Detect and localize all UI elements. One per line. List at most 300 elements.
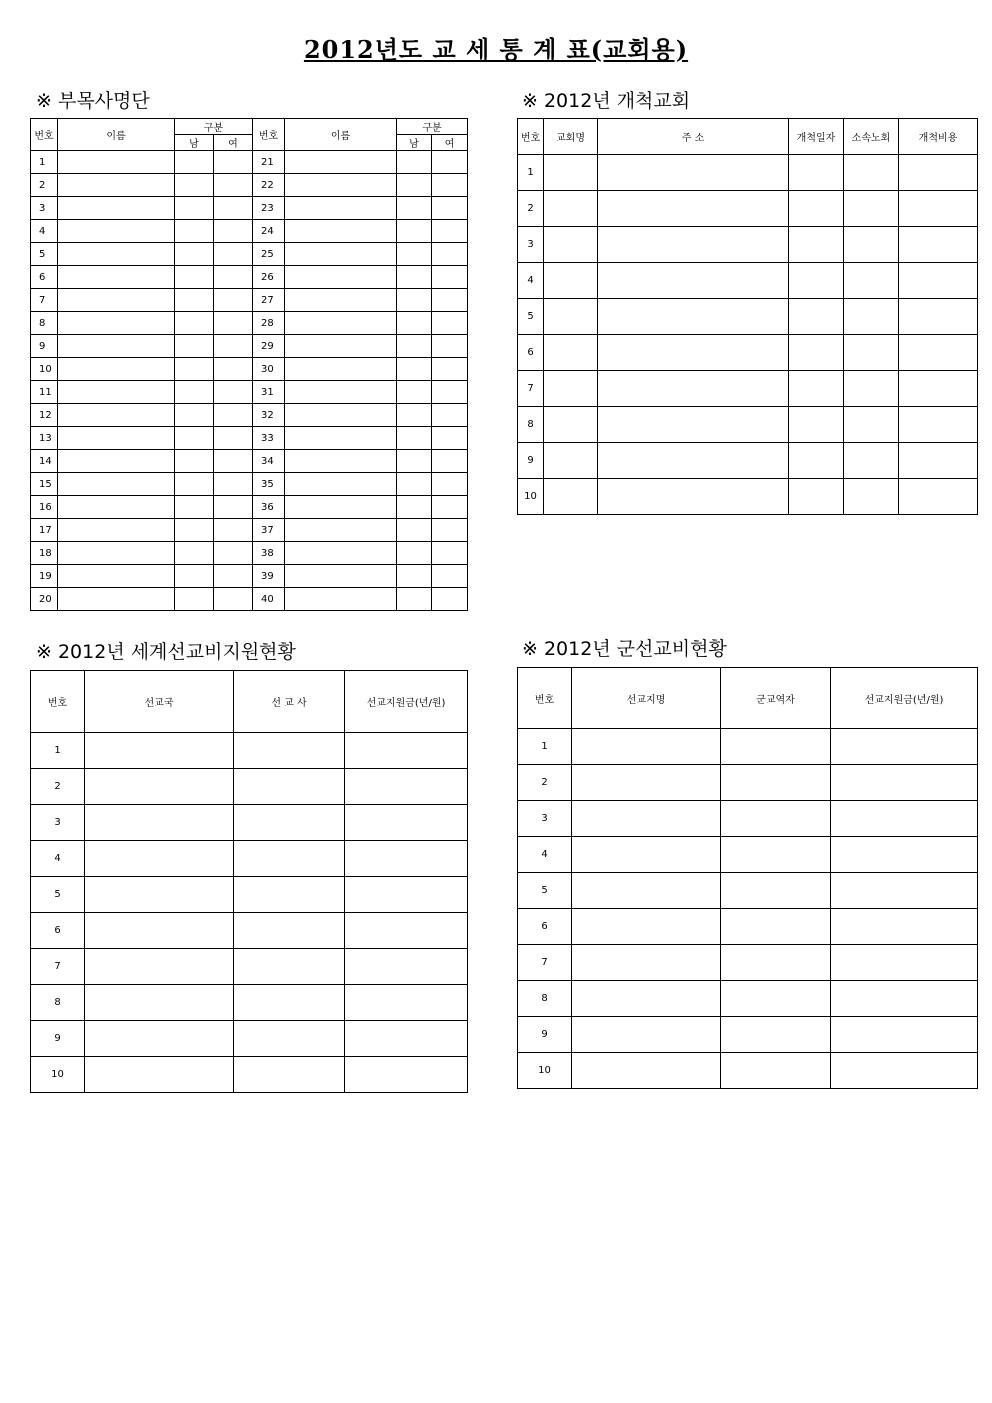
male-cell xyxy=(397,542,432,565)
table-row xyxy=(518,263,978,299)
male-cell xyxy=(175,496,214,519)
header-num: 번호 xyxy=(253,119,285,151)
table-row xyxy=(31,266,468,289)
name-cell xyxy=(58,358,175,381)
mission-site-cell xyxy=(572,801,721,837)
row-number: 5 xyxy=(518,299,544,335)
presbytery-cell xyxy=(844,479,899,515)
chaplain-cell xyxy=(721,1017,831,1053)
row-number: 2 xyxy=(31,769,85,805)
support-amount-cell xyxy=(345,733,468,769)
support-amount-cell xyxy=(345,769,468,805)
chaplain-cell xyxy=(721,765,831,801)
female-cell xyxy=(214,542,253,565)
address-cell xyxy=(598,479,789,515)
row-number: 8 xyxy=(518,981,572,1017)
male-cell xyxy=(175,335,214,358)
row-number: 38 xyxy=(253,542,285,565)
support-amount-cell xyxy=(345,913,468,949)
presbytery-cell xyxy=(844,407,899,443)
support-amount-cell xyxy=(831,909,978,945)
row-number: 30 xyxy=(253,358,285,381)
row-number: 1 xyxy=(31,733,85,769)
female-cell xyxy=(214,427,253,450)
table-row xyxy=(518,909,978,945)
female-cell xyxy=(432,197,468,220)
plant-date-cell xyxy=(789,191,844,227)
female-cell xyxy=(432,588,468,611)
female-cell xyxy=(432,450,468,473)
row-number: 28 xyxy=(253,312,285,335)
row-number: 4 xyxy=(31,841,85,877)
header-support-amount: 선교지원금(년/원) xyxy=(831,668,978,729)
male-cell xyxy=(397,496,432,519)
name-cell xyxy=(58,473,175,496)
male-cell xyxy=(175,266,214,289)
name-cell xyxy=(285,335,397,358)
row-number: 4 xyxy=(518,837,572,873)
row-number: 25 xyxy=(253,243,285,266)
table-row xyxy=(31,733,468,769)
female-cell xyxy=(214,289,253,312)
row-number: 33 xyxy=(253,427,285,450)
table-row xyxy=(518,335,978,371)
mission-site-cell xyxy=(572,1053,721,1089)
male-cell xyxy=(397,243,432,266)
table-row xyxy=(518,371,978,407)
chaplain-cell xyxy=(721,729,831,765)
row-number: 2 xyxy=(518,191,544,227)
address-cell xyxy=(598,263,789,299)
mission-site-cell xyxy=(572,945,721,981)
name-cell xyxy=(58,542,175,565)
row-number: 32 xyxy=(253,404,285,427)
plant-date-cell xyxy=(789,299,844,335)
male-cell xyxy=(397,174,432,197)
row-number: 26 xyxy=(253,266,285,289)
name-cell xyxy=(285,312,397,335)
row-number: 6 xyxy=(518,335,544,371)
row-number: 6 xyxy=(31,266,58,289)
row-number: 1 xyxy=(518,729,572,765)
plant-cost-cell xyxy=(899,443,978,479)
name-cell xyxy=(58,427,175,450)
male-cell xyxy=(175,542,214,565)
support-amount-cell xyxy=(345,1057,468,1093)
plant-cost-cell xyxy=(899,371,978,407)
male-cell xyxy=(397,588,432,611)
presbytery-cell xyxy=(844,191,899,227)
plant-date-cell xyxy=(789,371,844,407)
male-cell xyxy=(175,243,214,266)
table-row xyxy=(518,155,978,191)
plant-cost-cell xyxy=(899,407,978,443)
plant-cost-cell xyxy=(899,479,978,515)
header-mission-site: 선교지명 xyxy=(572,668,721,729)
mission-country-cell xyxy=(85,949,234,985)
presbytery-cell xyxy=(844,299,899,335)
female-cell xyxy=(432,542,468,565)
church-name-cell xyxy=(544,191,598,227)
missionary-cell xyxy=(234,877,345,913)
female-cell xyxy=(214,588,253,611)
male-cell xyxy=(175,358,214,381)
male-cell xyxy=(175,197,214,220)
mission-country-cell xyxy=(85,769,234,805)
female-cell xyxy=(432,174,468,197)
name-cell xyxy=(285,565,397,588)
address-cell xyxy=(598,407,789,443)
world-mission-table xyxy=(30,670,468,1093)
male-cell xyxy=(397,335,432,358)
table-row xyxy=(31,220,468,243)
female-cell xyxy=(214,243,253,266)
row-number: 3 xyxy=(518,227,544,263)
row-number: 5 xyxy=(31,243,58,266)
name-cell xyxy=(285,519,397,542)
plant-date-cell xyxy=(789,263,844,299)
table-row xyxy=(518,299,978,335)
row-number: 36 xyxy=(253,496,285,519)
header-plant-date: 개척일자 xyxy=(789,119,844,155)
female-cell xyxy=(214,174,253,197)
name-cell xyxy=(58,289,175,312)
name-cell xyxy=(58,335,175,358)
female-cell xyxy=(214,358,253,381)
row-number: 34 xyxy=(253,450,285,473)
female-cell xyxy=(432,404,468,427)
plant-cost-cell xyxy=(899,191,978,227)
male-cell xyxy=(397,565,432,588)
missionary-cell xyxy=(234,1057,345,1093)
mission-country-cell xyxy=(85,805,234,841)
missionary-cell xyxy=(234,949,345,985)
row-number: 4 xyxy=(31,220,58,243)
missionary-cell xyxy=(234,913,345,949)
plant-date-cell xyxy=(789,443,844,479)
row-number: 15 xyxy=(31,473,58,496)
male-cell xyxy=(175,588,214,611)
table-row xyxy=(31,588,468,611)
name-cell xyxy=(285,243,397,266)
header-group: 구분 xyxy=(175,119,253,135)
header-male: 남 xyxy=(397,135,432,151)
mission-country-cell xyxy=(85,985,234,1021)
row-number: 4 xyxy=(518,263,544,299)
name-cell xyxy=(58,266,175,289)
church-name-cell xyxy=(544,443,598,479)
support-amount-cell xyxy=(831,945,978,981)
row-number: 2 xyxy=(518,765,572,801)
row-number: 6 xyxy=(31,913,85,949)
row-number: 11 xyxy=(31,381,58,404)
table-row xyxy=(31,841,468,877)
table-row xyxy=(518,407,978,443)
female-cell xyxy=(432,381,468,404)
mission-site-cell xyxy=(572,981,721,1017)
male-cell xyxy=(397,289,432,312)
church-name-cell xyxy=(544,263,598,299)
chaplain-cell xyxy=(721,837,831,873)
row-number: 7 xyxy=(518,371,544,407)
row-number: 17 xyxy=(31,519,58,542)
support-amount-cell xyxy=(345,805,468,841)
row-number: 10 xyxy=(31,1057,85,1093)
table-row xyxy=(31,151,468,174)
table-row xyxy=(31,565,468,588)
missionary-cell xyxy=(234,1021,345,1057)
row-number: 18 xyxy=(31,542,58,565)
name-cell xyxy=(58,174,175,197)
row-number: 3 xyxy=(31,805,85,841)
header-num: 번호 xyxy=(518,668,572,729)
header-num: 번호 xyxy=(31,119,58,151)
support-amount-cell xyxy=(831,801,978,837)
table-row xyxy=(518,729,978,765)
header-missionary: 선 교 사 xyxy=(234,671,345,733)
section-heading-military-mission: ※ 2012년 군선교비현황 xyxy=(522,638,727,660)
section-heading-world-mission: ※ 2012년 세계선교비지원현황 xyxy=(36,641,296,663)
name-cell xyxy=(58,151,175,174)
plant-cost-cell xyxy=(899,227,978,263)
name-cell xyxy=(285,381,397,404)
name-cell xyxy=(58,496,175,519)
female-cell xyxy=(214,404,253,427)
male-cell xyxy=(397,427,432,450)
support-amount-cell xyxy=(831,765,978,801)
missionary-cell xyxy=(234,733,345,769)
female-cell xyxy=(432,151,468,174)
row-number: 9 xyxy=(518,443,544,479)
table-row xyxy=(31,473,468,496)
section-heading-church-plants: ※ 2012년 개척교회 xyxy=(522,90,691,112)
row-number: 37 xyxy=(253,519,285,542)
name-cell xyxy=(285,496,397,519)
female-cell xyxy=(432,358,468,381)
name-cell xyxy=(285,450,397,473)
female-cell xyxy=(214,266,253,289)
table-row xyxy=(31,985,468,1021)
table-row xyxy=(31,913,468,949)
mission-site-cell xyxy=(572,729,721,765)
chaplain-cell xyxy=(721,981,831,1017)
male-cell xyxy=(175,450,214,473)
name-cell xyxy=(58,243,175,266)
table-row xyxy=(31,769,468,805)
support-amount-cell xyxy=(345,985,468,1021)
mission-site-cell xyxy=(572,765,721,801)
table-row xyxy=(31,805,468,841)
row-number: 9 xyxy=(31,1021,85,1057)
row-number: 35 xyxy=(253,473,285,496)
row-number: 12 xyxy=(31,404,58,427)
associate-pastor-table xyxy=(30,118,468,611)
chaplain-cell xyxy=(721,1053,831,1089)
male-cell xyxy=(397,381,432,404)
name-cell xyxy=(58,519,175,542)
female-cell xyxy=(214,565,253,588)
support-amount-cell xyxy=(831,1017,978,1053)
row-number: 9 xyxy=(31,335,58,358)
table-row xyxy=(31,427,468,450)
header-female: 여 xyxy=(432,135,468,151)
table-row xyxy=(31,496,468,519)
address-cell xyxy=(598,443,789,479)
table-row xyxy=(518,765,978,801)
male-cell xyxy=(397,519,432,542)
section-heading-associate-pastors: ※ 부목사명단 xyxy=(36,90,150,112)
address-cell xyxy=(598,227,789,263)
row-number: 10 xyxy=(518,479,544,515)
address-cell xyxy=(598,299,789,335)
male-cell xyxy=(175,151,214,174)
male-cell xyxy=(397,450,432,473)
name-cell xyxy=(58,220,175,243)
chaplain-cell xyxy=(721,873,831,909)
church-name-cell xyxy=(544,155,598,191)
chaplain-cell xyxy=(721,801,831,837)
row-number: 6 xyxy=(518,909,572,945)
name-cell xyxy=(285,358,397,381)
table-row xyxy=(31,877,468,913)
row-number: 21 xyxy=(253,151,285,174)
support-amount-cell xyxy=(345,841,468,877)
church-name-cell xyxy=(544,479,598,515)
table-row xyxy=(518,479,978,515)
presbytery-cell xyxy=(844,371,899,407)
header-mission-country: 선교국 xyxy=(85,671,234,733)
chaplain-cell xyxy=(721,945,831,981)
name-cell xyxy=(58,197,175,220)
plant-cost-cell xyxy=(899,299,978,335)
missionary-cell xyxy=(234,769,345,805)
male-cell xyxy=(397,197,432,220)
row-number: 2 xyxy=(31,174,58,197)
address-cell xyxy=(598,371,789,407)
presbytery-cell xyxy=(844,443,899,479)
table-row xyxy=(31,542,468,565)
header-address: 주 소 xyxy=(598,119,789,155)
row-number: 7 xyxy=(31,949,85,985)
presbytery-cell xyxy=(844,227,899,263)
female-cell xyxy=(432,335,468,358)
mission-country-cell xyxy=(85,877,234,913)
table-row xyxy=(518,801,978,837)
row-number: 22 xyxy=(253,174,285,197)
header-female: 여 xyxy=(214,135,253,151)
row-number: 19 xyxy=(31,565,58,588)
female-cell xyxy=(432,312,468,335)
header-plant-cost: 개척비용 xyxy=(899,119,978,155)
table-row xyxy=(31,289,468,312)
female-cell xyxy=(432,565,468,588)
mission-site-cell xyxy=(572,909,721,945)
mission-site-cell xyxy=(572,837,721,873)
table-row xyxy=(31,949,468,985)
church-name-cell xyxy=(544,335,598,371)
female-cell xyxy=(432,519,468,542)
male-cell xyxy=(175,565,214,588)
female-cell xyxy=(214,496,253,519)
header-name: 이름 xyxy=(285,119,397,151)
row-number: 14 xyxy=(31,450,58,473)
support-amount-cell xyxy=(831,1053,978,1089)
male-cell xyxy=(175,473,214,496)
row-number: 27 xyxy=(253,289,285,312)
support-amount-cell xyxy=(345,877,468,913)
name-cell xyxy=(285,197,397,220)
name-cell xyxy=(58,450,175,473)
plant-date-cell xyxy=(789,227,844,263)
header-military-chaplain: 군교역자 xyxy=(721,668,831,729)
address-cell xyxy=(598,191,789,227)
name-cell xyxy=(285,404,397,427)
support-amount-cell xyxy=(831,981,978,1017)
plant-date-cell xyxy=(789,407,844,443)
female-cell xyxy=(214,220,253,243)
row-number: 8 xyxy=(31,312,58,335)
church-name-cell xyxy=(544,371,598,407)
row-number: 8 xyxy=(518,407,544,443)
address-cell xyxy=(598,335,789,371)
table-row xyxy=(518,227,978,263)
table-row xyxy=(31,358,468,381)
row-number: 5 xyxy=(518,873,572,909)
plant-date-cell xyxy=(789,479,844,515)
row-number: 7 xyxy=(518,945,572,981)
female-cell xyxy=(214,312,253,335)
male-cell xyxy=(397,358,432,381)
support-amount-cell xyxy=(345,949,468,985)
name-cell xyxy=(285,289,397,312)
row-number: 23 xyxy=(253,197,285,220)
row-number: 40 xyxy=(253,588,285,611)
mission-site-cell xyxy=(572,873,721,909)
male-cell xyxy=(397,473,432,496)
table-row xyxy=(518,1053,978,1089)
row-number: 16 xyxy=(31,496,58,519)
header-church-name: 교회명 xyxy=(544,119,598,155)
presbytery-cell xyxy=(844,155,899,191)
female-cell xyxy=(214,519,253,542)
female-cell xyxy=(432,473,468,496)
female-cell xyxy=(214,335,253,358)
female-cell xyxy=(214,450,253,473)
male-cell xyxy=(397,266,432,289)
plant-cost-cell xyxy=(899,155,978,191)
plant-date-cell xyxy=(789,155,844,191)
plant-date-cell xyxy=(789,335,844,371)
male-cell xyxy=(175,404,214,427)
male-cell xyxy=(397,220,432,243)
church-name-cell xyxy=(544,227,598,263)
missionary-cell xyxy=(234,985,345,1021)
name-cell xyxy=(285,588,397,611)
row-number: 5 xyxy=(31,877,85,913)
support-amount-cell xyxy=(831,837,978,873)
female-cell xyxy=(432,266,468,289)
row-number: 13 xyxy=(31,427,58,450)
table-row xyxy=(31,197,468,220)
support-amount-cell xyxy=(831,729,978,765)
missionary-cell xyxy=(234,805,345,841)
female-cell xyxy=(432,289,468,312)
support-amount-cell xyxy=(345,1021,468,1057)
row-number: 3 xyxy=(31,197,58,220)
header-name: 이름 xyxy=(58,119,175,151)
support-amount-cell xyxy=(831,873,978,909)
male-cell xyxy=(175,381,214,404)
